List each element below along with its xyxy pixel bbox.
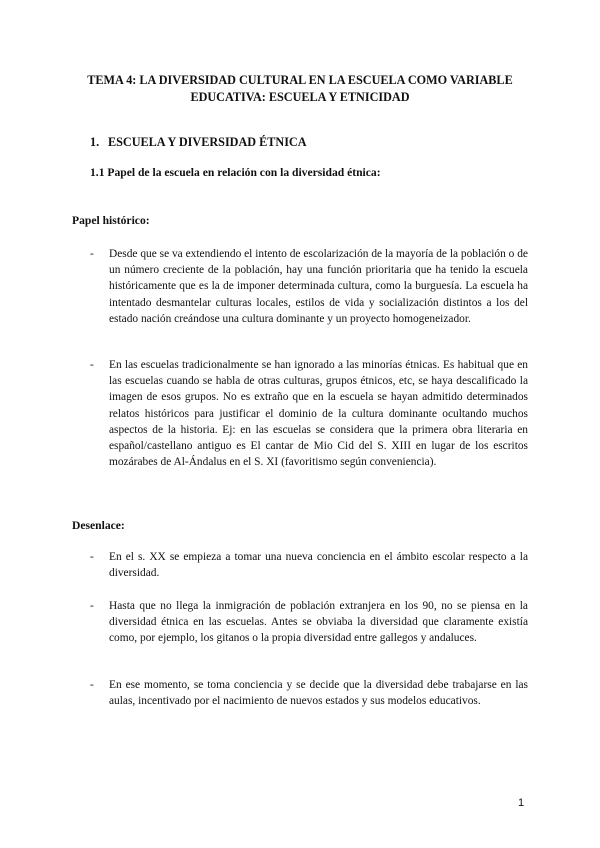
bullet-marker: - bbox=[90, 600, 94, 612]
list-item bbox=[90, 246, 528, 327]
section-title: ESCUELA Y DIVERSIDAD ÉTNICA bbox=[108, 135, 307, 149]
bullet-marker: - bbox=[90, 359, 94, 371]
list-item-text: En ese momento, se toma conciencia y se decide que la diversidad debe trabajarse en las aulas, incentivado por el nacimiento de nuevos estados y sus modelos educativos. bbox=[109, 679, 528, 708]
section-number: 1. bbox=[90, 135, 100, 149]
document-title bbox=[60, 72, 540, 106]
bullet-marker: - bbox=[90, 551, 94, 563]
list-item-text: En las escuelas tradicionalmente se han ignorado a las minorías étnicas. Es habitual que en las escuelas cuando se habla de otras culturas, grupos étnicos, etc, se haya descalificado la imagen de esos grupos. No es extraño que en la escuela se hayan admitido determinados relatos históricos para justificar el dominio de la cultura dominante ocultando muchos aspectos de la historia. Ej: en las escuelas se considera que la primera obra literaria en español/castellano antiguo es El cantar de Mio Cid del S. XIII en lugar de los escritos mozárabes de Al-Ándalus en el S. XI (favoritismo según conveniencia). bbox=[109, 359, 528, 469]
page-number: 1 bbox=[518, 797, 525, 809]
list-item-text: Hasta que no llega la inmigración de población extranjera en los 90, no se piensa en la diversidad étnica en las escuelas. Antes se obviaba la diversidad que claramente existía como, por ejemplo, los gitanos o la propia diversidad entre gallegos y andaluces. bbox=[109, 600, 528, 645]
list-item bbox=[90, 549, 528, 581]
subsection-heading: 1.1 Papel de la escuela en relación con la diversidad étnica: bbox=[90, 166, 381, 179]
papel-historico-heading: Papel histórico: bbox=[72, 214, 150, 227]
list-item bbox=[90, 598, 528, 647]
desenlace-heading: Desenlace: bbox=[72, 519, 125, 532]
list-item-text: En el s. XX se empieza a tomar una nueva conciencia en el ámbito escolar respecto a la diversidad. bbox=[109, 551, 528, 580]
bullet-marker: - bbox=[90, 248, 94, 260]
title-line-1: TEMA 4: LA DIVERSIDAD CULTURAL EN LA ESCUELA COMO VARIABLE bbox=[87, 73, 513, 87]
list-item-text: Desde que se va extendiendo el intento de escolarización de la mayoría de la población o de un número creciente de la población, hay una función prioritaria que ha tenido la escuela históricamente que es la de imponer determinada cultura, como la burguesía. La escuela ha intentado desmantelar culturas locales, estilos de vida y socialización distintos a los del estado nación creándose una cultura dominante y un proyecto homogeneizador. bbox=[109, 248, 528, 325]
list-item bbox=[90, 677, 528, 709]
title-line-2: EDUCATIVA: ESCUELA Y ETNICIDAD bbox=[190, 90, 410, 104]
bullet-marker: - bbox=[90, 679, 94, 691]
section-heading bbox=[90, 134, 307, 151]
list-item bbox=[90, 357, 528, 470]
